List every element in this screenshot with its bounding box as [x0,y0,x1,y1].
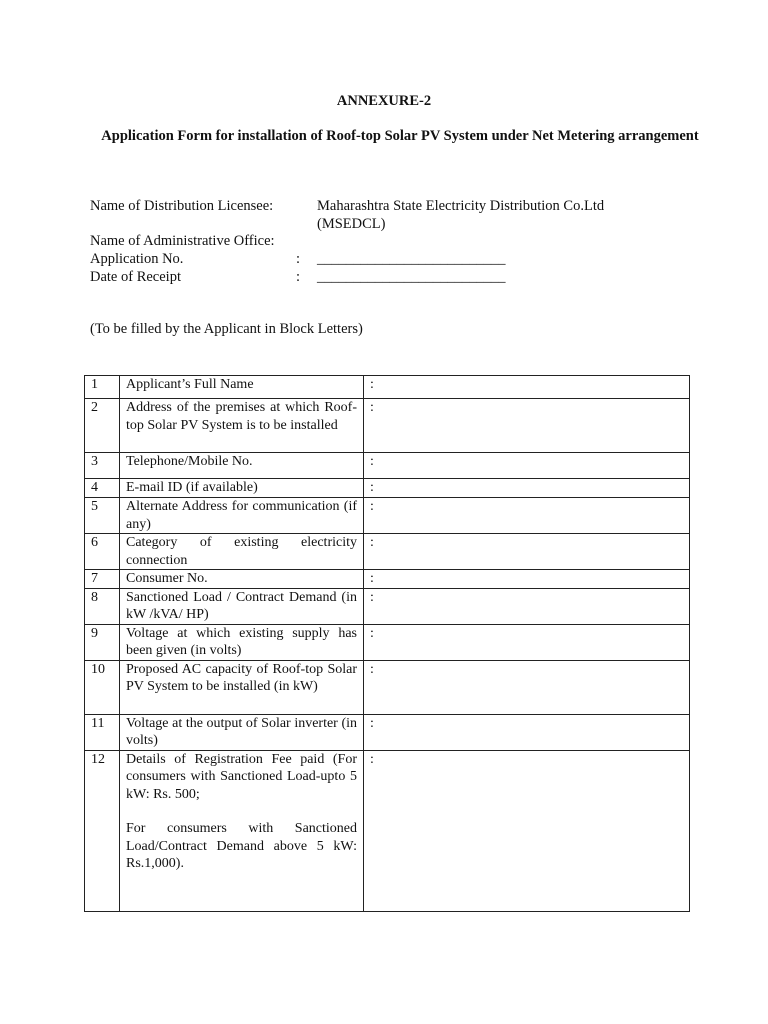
application-no-colon: : [296,251,301,267]
table-row [85,714,690,750]
row-number: 5 [85,498,120,534]
annexure-heading: ANNEXURE-2 [336,93,432,109]
row-label: Alternate Address for communication (if any) [120,498,364,534]
date-receipt-label: Date of Receipt [90,269,181,285]
date-receipt-colon: : [296,269,301,285]
table-row [85,750,690,911]
table-row [85,588,690,624]
table-row [85,534,690,570]
application-no-field[interactable]: __________________________ [317,251,506,267]
row-number: 1 [85,376,120,399]
licensee-value-line1: Maharashtra State Electricity Distribution Co.Ltd [317,198,605,214]
row-number: 9 [85,624,120,660]
answer-field[interactable]: : [364,624,690,660]
answer-field[interactable]: : [364,453,690,479]
row-number: 4 [85,479,120,498]
licensee-value-line2: (MSEDCL) [317,216,386,232]
table-row [85,660,690,714]
row-number: 2 [85,399,120,453]
answer-field[interactable]: : [364,570,690,589]
answer-field[interactable]: : [364,660,690,714]
row-number: 10 [85,660,120,714]
table-row [85,453,690,479]
row-label: Applicant’s Full Name [120,376,364,399]
row-label: Telephone/Mobile No. [120,453,364,479]
instructions-note: (To be filled by the Applicant in Block Letters) [90,321,363,337]
row-number: 8 [85,588,120,624]
row-label: Category of existing electricity connection [120,534,364,570]
table-row [85,479,690,498]
row-label: Proposed AC capacity of Roof-top Solar PV System to be installed (in kW) [120,660,364,714]
application-form-table [84,375,690,912]
row-label: Voltage at which existing supply has been given (in volts) [120,624,364,660]
answer-field[interactable]: : [364,376,690,399]
row-number: 12 [85,750,120,911]
answer-field[interactable]: : [364,750,690,911]
form-title: Application Form for installation of Roof-top Solar PV System under Net Metering arrangement [101,128,699,144]
admin-office-label: Name of Administrative Office: [90,233,275,249]
row-label: Address of the premises at which Roof-top Solar PV System is to be installed [120,399,364,453]
table-row [85,570,690,589]
table-row [85,399,690,453]
application-no-label: Application No. [90,251,184,267]
table-row [85,376,690,399]
answer-field[interactable]: : [364,714,690,750]
answer-field[interactable]: : [364,588,690,624]
row-label: Sanctioned Load / Contract Demand (in kW /kVA/ HP) [120,588,364,624]
table-row [85,498,690,534]
row-label: E-mail ID (if available) [120,479,364,498]
registration-fee-above-5kw: For consumers with Sanctioned Load/Contract Demand above 5 kW: Rs.1,000). [126,821,357,871]
row-number: 3 [85,453,120,479]
date-receipt-field[interactable]: __________________________ [317,269,506,285]
row-label: Voltage at the output of Solar inverter (in volts) [120,714,364,750]
row-number: 6 [85,534,120,570]
answer-field[interactable]: : [364,479,690,498]
answer-field[interactable]: : [364,399,690,453]
registration-fee-upto-5kw: Details of Registration Fee paid (For consumers with Sanctioned Load-upto 5 kW: Rs. 500; [126,751,357,802]
row-label: Consumer No. [120,570,364,589]
table-row [85,624,690,660]
answer-field[interactable]: : [364,498,690,534]
row-number: 7 [85,570,120,589]
licensee-label: Name of Distribution Licensee: [90,198,274,214]
row-number: 11 [85,714,120,750]
answer-field[interactable]: : [364,534,690,570]
row-label-group [120,750,364,911]
